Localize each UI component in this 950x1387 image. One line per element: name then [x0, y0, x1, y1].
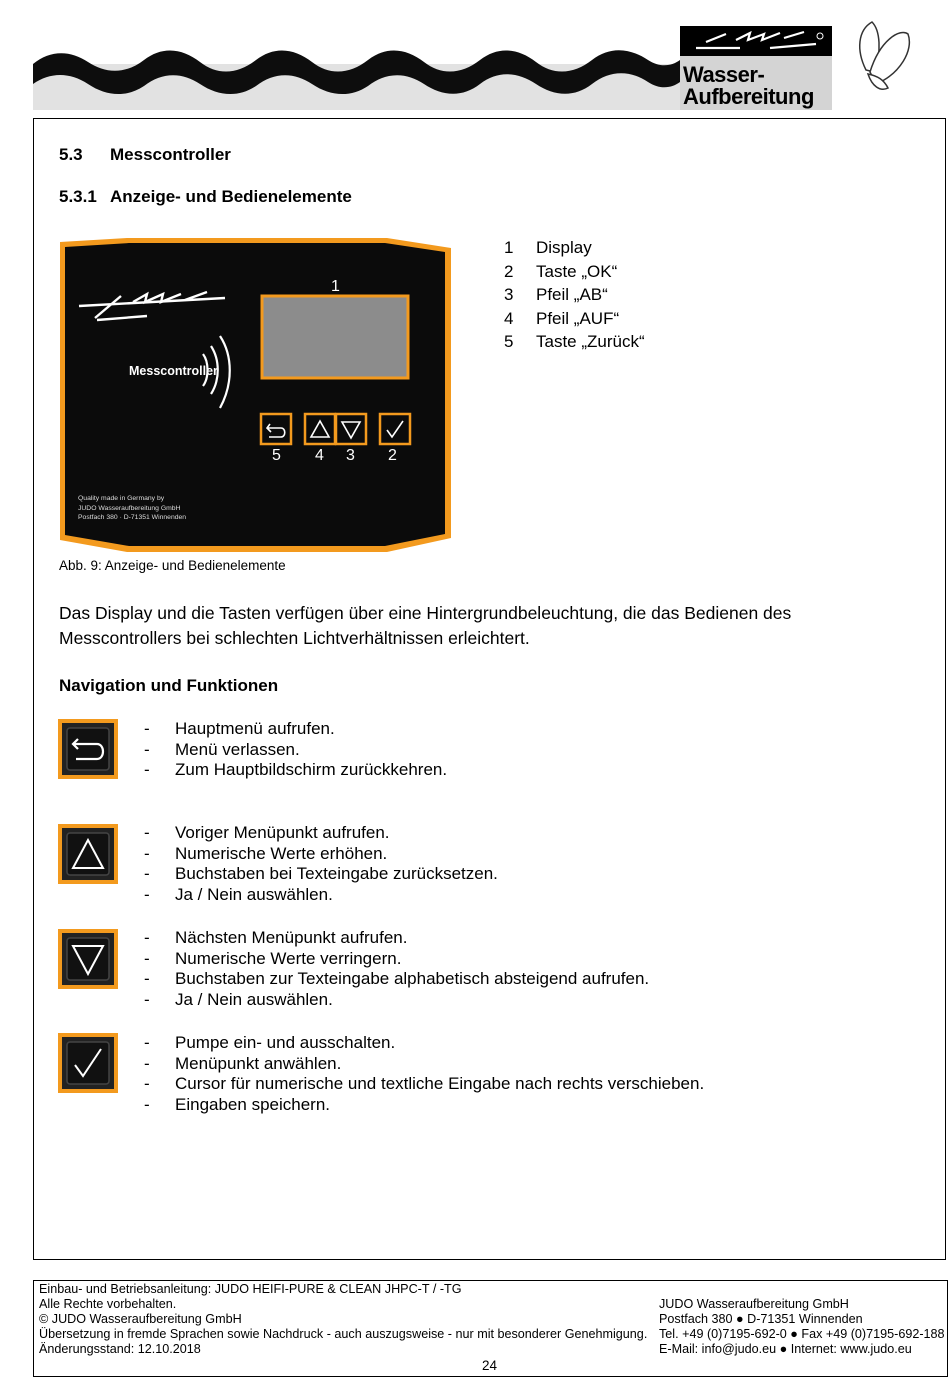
legend-label: Display — [536, 238, 592, 257]
figure-caption: Abb. 9: Anzeige- und Bedienelemente — [59, 558, 286, 573]
nav-item — [144, 949, 649, 970]
nav-item-text: Ja / Nein auswählen. — [175, 884, 333, 904]
nav-item-text: Voriger Menüpunkt aufrufen. — [175, 823, 390, 842]
bullet-dash: - — [144, 989, 150, 1009]
bullet-dash: - — [144, 1094, 150, 1114]
nav-item-text: Numerische Werte erhöhen. — [175, 843, 388, 863]
subsection-heading — [59, 187, 352, 207]
callout-ok: 2 — [388, 447, 397, 464]
bullet-dash: - — [144, 864, 150, 883]
footer-right-line: Postfach 380 ● D-71351 Winnenden — [659, 1312, 863, 1326]
nav-item-text: Eingaben speichern. — [175, 1094, 331, 1114]
nav-item — [144, 1074, 704, 1095]
legend-item — [504, 283, 645, 307]
bullet-dash: - — [144, 760, 150, 779]
footer-right-line: JUDO Wasseraufbereitung GmbH — [659, 1297, 849, 1311]
nav-item — [144, 760, 447, 781]
legend-number: 1 — [504, 238, 514, 257]
legend-label: Pfeil „AB“ — [536, 285, 608, 304]
nav-item-text: Nächsten Menüpunkt aufrufen. — [175, 928, 408, 947]
callout-back: 5 — [272, 447, 281, 464]
panel-back-button — [261, 414, 291, 444]
bullet-dash: - — [144, 719, 150, 738]
bullet-dash: - — [144, 823, 150, 842]
bullet-dash: - — [144, 948, 150, 968]
nav-item — [144, 844, 498, 865]
small-print-line: Quality made in Germany by — [78, 495, 165, 502]
checkmark-icon — [58, 1033, 118, 1093]
legend-item — [504, 330, 645, 354]
page-number: 24 — [482, 1358, 498, 1373]
footer-right-line: Tel. +49 (0)7195-692-0 ● Fax +49 (0)7195-692-188 — [659, 1327, 945, 1341]
nav-item-text: Numerische Werte verringern. — [175, 948, 402, 968]
footer-left-line: Änderungsstand: 12.10.2018 — [39, 1342, 201, 1356]
nav-list-ok — [144, 1033, 704, 1115]
footer-left-line: Übersetzung in fremde Sprachen sowie Nachdruck - auch auszugsweise - nur mit besonderer Genehmigung. — [39, 1327, 648, 1341]
bullet-dash: - — [144, 969, 150, 988]
display-callout: 1 — [331, 278, 340, 295]
panel-up-button — [305, 414, 335, 444]
bullet-dash: - — [144, 739, 150, 759]
bullet-dash: - — [144, 884, 150, 904]
nav-item-text: Pumpe ein- und ausschalten. — [175, 1033, 396, 1052]
panel-small-print — [78, 494, 186, 523]
callout-down: 3 — [346, 447, 355, 464]
nav-item — [144, 1054, 704, 1075]
controller-panel-figure — [57, 236, 455, 559]
small-print-line: Postfach 380 · D-71351 Winnenden — [78, 514, 187, 521]
bullet-dash: - — [144, 1033, 150, 1052]
logo-line-1: Wasser- — [683, 62, 765, 87]
bullet-dash: - — [144, 843, 150, 863]
display-screen — [262, 296, 408, 378]
small-print-line: JUDO Wasseraufbereitung GmbH — [78, 504, 181, 512]
nav-item-text: Buchstaben zur Texteingabe alphabetisch absteigend aufrufen. — [175, 969, 650, 988]
subsection-title: Anzeige- und Bedienelemente — [110, 187, 352, 206]
panel-ok-button — [380, 414, 410, 444]
legend-item — [504, 236, 645, 260]
judo-logo — [680, 26, 832, 110]
legend-item — [504, 307, 645, 331]
nav-list-down — [144, 928, 649, 1010]
nav-list-back — [144, 719, 447, 781]
nav-item — [144, 740, 447, 761]
bullet-dash: - — [144, 1074, 150, 1093]
bullet-dash: - — [144, 928, 150, 947]
legend-number: 3 — [504, 285, 514, 304]
section-heading — [59, 145, 231, 165]
intro-paragraph: Das Display und die Tasten verfügen über eine Hintergrundbeleuchtung, die das Bedienen des Messcontrollers bei schlechten Lichtverhältnissen erleichtert. — [59, 603, 792, 648]
figure-legend — [504, 236, 645, 354]
up-triangle-icon — [58, 824, 118, 884]
nav-item-text: Zum Hauptbildschirm zurückkehren. — [175, 760, 448, 779]
nav-item-text: Buchstaben bei Texteingabe zurücksetzen. — [175, 864, 498, 883]
nav-list-up — [144, 823, 498, 905]
section-title: Messcontroller — [110, 145, 231, 164]
section-number: 5.3 — [59, 145, 83, 164]
nav-item-text: Cursor für numerische und textliche Eingabe nach rechts verschieben. — [175, 1074, 705, 1093]
logo-line-2: Aufbereitung — [683, 84, 814, 109]
legend-number: 2 — [504, 261, 514, 281]
subsection-number: 5.3.1 — [59, 187, 97, 206]
nav-item — [144, 885, 498, 906]
bullet-dash: - — [144, 1053, 150, 1073]
judo-logo-wordmark — [680, 26, 832, 56]
footer-left-line: Alle Rechte vorbehalten. — [39, 1297, 177, 1311]
footer-left-line: Einbau- und Betriebsanleitung: JUDO HEIFI-PURE & CLEAN JHPC-T / -TG — [39, 1282, 462, 1296]
legend-label: Pfeil „AUF“ — [536, 308, 620, 328]
nav-item-text: Hauptmenü aufrufen. — [175, 719, 335, 738]
back-arrow-icon — [58, 719, 118, 779]
nav-item — [144, 864, 498, 885]
legend-label: Taste „Zurück“ — [536, 332, 645, 351]
nav-item — [144, 1033, 704, 1054]
nav-item — [144, 928, 649, 949]
panel-brand-label: Messcontroller — [129, 364, 218, 378]
nav-item-text: Menü verlassen. — [175, 739, 300, 759]
nav-item — [144, 823, 498, 844]
nav-item — [144, 990, 649, 1011]
nav-item — [144, 1095, 704, 1116]
footer-left-line: © JUDO Wasseraufbereitung GmbH — [39, 1312, 242, 1326]
legend-item — [504, 260, 645, 284]
down-triangle-icon — [58, 929, 118, 989]
footer-right-line: E-Mail: info@judo.eu ● Internet: www.judo.eu — [659, 1342, 912, 1356]
navigation-heading: Navigation und Funktionen — [59, 676, 279, 695]
legend-label: Taste „OK“ — [536, 261, 618, 281]
nav-item — [144, 969, 649, 990]
nav-item-text: Menüpunkt anwählen. — [175, 1053, 342, 1073]
butterfly-icon — [860, 22, 910, 89]
callout-up: 4 — [315, 447, 324, 464]
nav-item-text: Ja / Nein auswählen. — [175, 989, 333, 1009]
legend-number: 5 — [504, 332, 514, 351]
legend-number: 4 — [504, 308, 514, 328]
nav-item — [144, 719, 447, 740]
